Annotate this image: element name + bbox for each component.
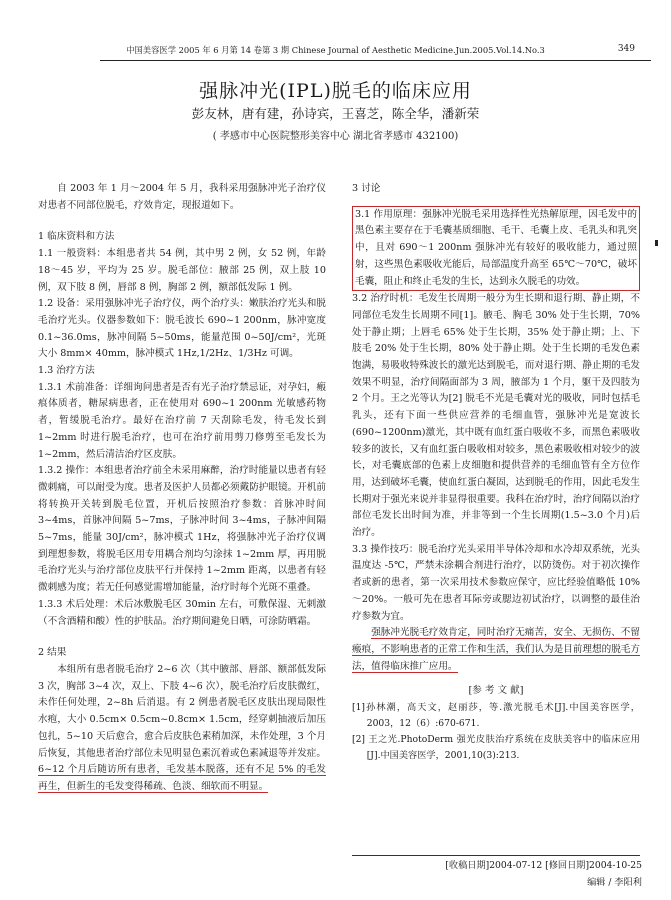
section-1-heading: 1 临床资料和方法 (38, 231, 115, 243)
section-3-3: 3.3 操作技巧：脱毛治疗光头采用半导体冷却和水冷却双系统，光头温度达 -5℃，严禁未涂耦合剂进行治疗，以防烫伤。对于初次操作者或新的患者，第一次采用技术参数应保守，应比经验值略低 10%～20%。一般可先在患者耳际旁或腮边初试治疗，以调整的最佳治疗参数为宜。 (352, 543, 640, 622)
header-rule (100, 60, 651, 61)
page-edge-mark (655, 240, 658, 246)
section-1-3-3: 1.3.3 术后处理：术后冰敷脱毛区 30min 左右，可敷保湿、无刺激（不含酒精和酸）性的护肤品。治疗期间避免日晒，可涂防晒霜。 (38, 598, 326, 627)
affiliation: ( 孝感市中心医院整形美容中心 湖北省孝感市 432100) (212, 131, 459, 142)
received-revised-dates: [收稿日期]2004-07-12 [修回日期]2004-10-25 (445, 860, 642, 871)
running-header (0, 42, 671, 58)
footer-rule (352, 855, 640, 856)
left-column (38, 181, 326, 796)
section-1-3-2: 1.3.2 操作：本组患者治疗前全未采用麻醉，治疗时能量以患者有轻微刺痛，可以耐受为度。患者及医护人员都必须戴防护眼镜。开机前将转换开关转到脱毛位置，开机后按照治疗参数：首脉冲时间 3~4ms，首脉冲间隔 5~7ms，子脉冲时间 3~4ms，子脉冲间隔 5~7ms，能量 30J/cm²，脉冲模式 1Hz，将强脉冲光子治疗仪调到理想参数，将脱毛区用专用耦合剂均匀涂抹 1~2mm 厚，再用脱毛治疗光头与治疗部位皮肤平行并保持 1~2mm 距离，以患者有轻微刺感为度；若无任何感觉需增加能量，治疗时每个光斑不重叠。 (38, 465, 326, 594)
right-column (352, 181, 640, 764)
section-1-2: 1.2 设备：采用强脉冲光子治疗仪，两个治疗头：嫩肤治疗光头和脱毛治疗光头。仪器参数如下：脱毛波长 690~1 200nm，脉冲宽度 0.1~36.0ms，脉冲间隔 5~50ms，能量范围 0~50J/cm²，光斑大小 8mm× 40mm，脉冲模式 1Hz,1/2Hz、1/3Hz 可调。 (38, 298, 326, 360)
section-3-1-boxed: 3.1 作用原理：强脉冲光脱毛采用选择性光热解原理，因毛发中的黑色素主要存在于毛囊基质细胞、毛干、毛囊上皮、毛乳头和乳突中，且对 690～1 200nm 强脉冲光有较好的吸收能力，通过照射，这些黑色素吸收光能后，局部温度升高至 65℃～70℃，破坏毛囊，阻止和终止毛发的生长，达到永久脱毛的功效。 (352, 206, 640, 292)
article-title: 强脉冲光(IPL)脱毛的临床应用 (199, 80, 472, 102)
editor-credit: 编辑 / 李阳利 (587, 877, 642, 888)
results-followup-underlined: 6~12 个月后随访所有患者，毛发基本脱落，还有不足 5% 的毛发再生，但新生的毛发变得稀疏、色淡、细软而不明显。 (38, 764, 326, 792)
results-paragraph (38, 662, 326, 796)
section-1-1: 1.1 一般资料：本组患者共 54 例，其中男 2 例，女 52 例，年龄 18～45 岁，平均为 25 岁。脱毛部位：腋部 25 例，双上肢 10 例，双下肢 8 例，唇部 8 例，胸部 2 例，额部低发际 1 例。 (38, 248, 326, 293)
section-3-2: 3.2 治疗时机：毛发生长周期一般分为生长期和退行期、静止期，不同部位毛发生长周期不同[1]。腋毛、胸毛 30% 处于生长期，70% 处于静止期；上唇毛 65% 处于生长期，35% 处于静止期；上、下肢毛 20% 处于生长期，80% 处于静止期。处于生长期的毛发色素饱满，易吸收特殊波长的激光达到脱毛，而对退行期、静止期的毛发效果不明显，治疗间隔面部为 3 周，腋部为 1 个月，躯干及四肢为 2 个月。王之光等认为[2] 脱毛不光是毛囊对光的吸收，同时包括毛乳头，还有下面一些供应营养的毛细血管，强脉冲光是宽波长(690~1200nm)激光，其中既有血红蛋白吸收不多，而黑色素吸收较多的波长，又有血红蛋白吸收相对较多，黑色素吸收相对较少的波长，对毛囊底部的色素上皮细胞和提供营养的毛细血管有全方位作用，达到破坏毛囊，使血红蛋白凝固，达到脱毛的作用，因此毛发生长期对于强光来说并非显得很重要。我科在治疗时，治疗间隔以治疗部位毛发长出时间为准，并非等到一个生长周期(1.5~3.0 个月)后治疗。 (352, 293, 640, 539)
section-1-3-heading: 1.3 治疗方法 (38, 365, 95, 377)
conclusion-paragraph (352, 625, 640, 675)
reference-2: [2] 王之光.PhotoDerm 强光皮肤治疗系统在皮肤美容中的临床应用[J].中国美容医学，2001,10(3):213. (352, 734, 640, 762)
conclusion-underlined: 强脉冲光脱毛疗效肯定，同时治疗无痛苦，安全、无损伤、不留瘢痕，不影响患者的正常工作和生活，我们认为是目前理想的脱毛方法，值得临床推广应用。 (352, 627, 640, 672)
references-heading: [参 考 文 献] (468, 685, 524, 697)
results-text: 本组所有患者脱毛治疗 2~6 次（其中腋部、唇部、额部低发际 3 次，胸部 3~4 次，双上、下肢 4~6 次），脱毛治疗后皮肤微红，未作任何处理，2~8h 后消退。有 2 例患者脱毛区皮肤出现局限性水疱，大小 0.5cm× 0.5cm~0.8cm× 1.5cm，经穿刺抽液后加压包扎，5~10 天后愈合，愈合后皮肤色素稍加深，未作处理，3 个月后恢复，其他患者治疗部位未见明显色素沉着或色素减退等并发症。 (38, 663, 326, 759)
reference-1: [1]孙林潮，高天文，赵丽莎，等.激光脱毛术[J].中国美容医学，2003，12（6）:670-671. (352, 702, 640, 730)
intro-paragraph: 自 2003 年 1 月～2004 年 5 月，我科采用强脉冲光子治疗仪对患者不同部位脱毛，疗效肯定，现报道如下。 (38, 183, 326, 211)
section-2-heading: 2 结果 (38, 647, 67, 659)
section-3-heading: 3 讨论 (352, 183, 381, 194)
journal-running-head: 中国美容医学 2005 年 6 月第 14 卷第 3 期 Chinese Journal of Aesthetic Medicine.Jun.2005.Vol.14.No.3 (126, 45, 545, 55)
author-list: 彭友林，唐有建，孙诗宾，王喜芝，陈全华，潘新荣 (191, 106, 480, 121)
page-number: 349 (617, 44, 635, 54)
section-1-3-1: 1.3.1 术前准备：详细询问患者是否有光子治疗禁忌证，对孕妇，瘢痕体质者，糖尿病患者，正在使用对 690~1 200nm 光敏感药物者，暂缓脱毛治疗。最好在治疗前 7 天刮除毛发，待毛发长到 1~2mm 时进行脱毛治疗，也可在治疗前用剪刀修剪至毛发长为 1~2mm，然后清洁治疗区皮肤。 (38, 381, 326, 460)
